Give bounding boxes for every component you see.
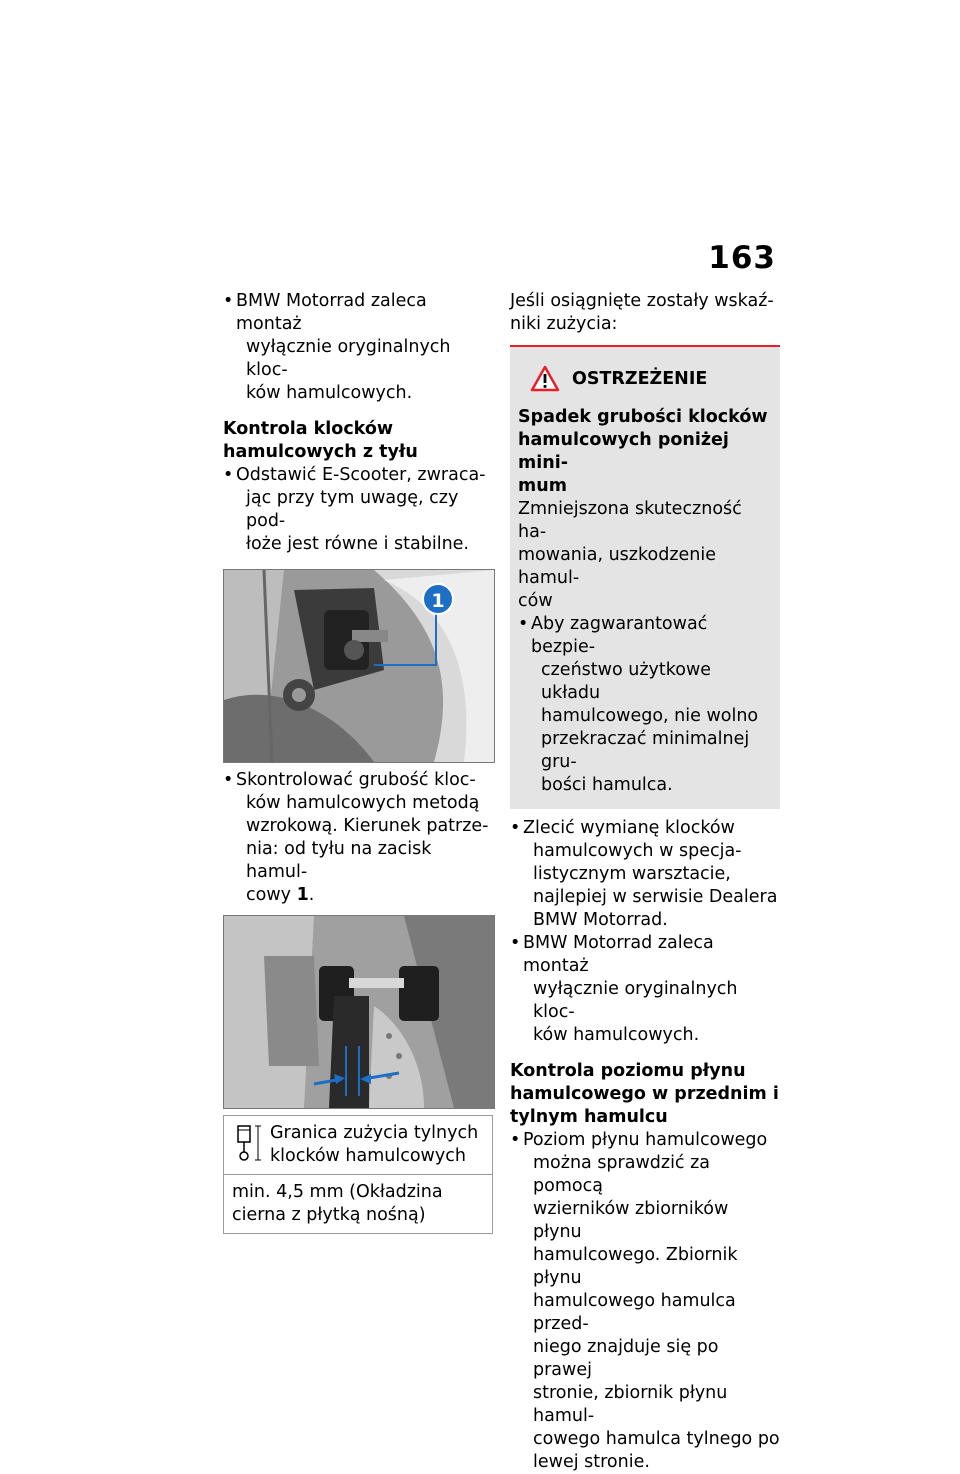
warning-box (510, 345, 780, 809)
warning-headline: Spadek grubości klocków hamulcowych poniżej mini- mum (518, 407, 768, 496)
wear-limit-spec-table (223, 1115, 493, 1234)
warning-title: OSTRZEŻENIE (530, 365, 772, 392)
bullet-park-scooter: • Odstawić E-Scooter, zwraca- jąc przy tym uwagę, czy pod- łoże jest równe i stabilne. (223, 464, 495, 556)
warning-consequence: Zmniejszona skuteczność ha- mowania, uszkodzenie hamul- ców (518, 499, 742, 611)
bullet-oem-pads-2: • BMW Motorrad zaleca montaż wyłącznie oryginalnych kloc- ków hamulcowych. (510, 932, 780, 1047)
brake-pad-thickness-photo (223, 915, 495, 1109)
bullet-fluid-level: • Poziom płynu hamulcowego można sprawdzić za pomocą wzierników zbiorników płynu hamulcowego. Zbiornik płynu hamulcowego hamulca przed- niego znajduje się po prawej stronie, zbiornik płynu hamul- cowego hamulca tylnego po lewej stronie. (510, 1129, 780, 1474)
page-number: 163 (708, 240, 776, 276)
wear-intro: Jeśli osiągnięte zostały wskaź- niki zużycia: (510, 291, 774, 334)
brake-pad-wear-icon (230, 1122, 270, 1168)
callout-1: 1 (422, 583, 454, 615)
spec-value: min. 4,5 mm (Okładzina cierna z płytką nośną) (232, 1182, 443, 1225)
section-heading-fluid-level: Kontrola poziomu płynu hamulcowego w przednim i tylnym hamulcu (510, 1061, 779, 1127)
warning-triangle-icon (530, 365, 560, 392)
bullet-inspect-pads: • Skontrolować grubość kloc- ków hamulcowych metodą wzrokową. Kierunek patrze- nia: od tyłu na zacisk hamul- cowy 1. (223, 769, 495, 907)
left-column (223, 290, 495, 1234)
bullet-replace-pads: • Zlecić wymianę klocków hamulcowych w specja- listycznym warsztacie, najlepiej w serwisie Dealera BMW Motorrad. (510, 817, 780, 932)
rear-caliper-photo (223, 569, 495, 763)
spec-title: Granica zużycia tylnych klocków hamulcowych (270, 1123, 479, 1166)
right-column (510, 290, 780, 1474)
warning-bullet: • Aby zagwarantować bezpie- czeństwo użytkowe układu hamulcowego, nie wolno przekraczać minimalnej gru- bości hamulca. (518, 613, 772, 797)
section-heading-rear-pads: Kontrola klocków hamulcowych z tyłu (223, 419, 418, 462)
spec-header (224, 1116, 492, 1175)
brake-pad-thickness-illustration (224, 916, 494, 1108)
bullet-oem-pads: • BMW Motorrad zaleca montaż wyłącznie oryginalnych kloc- ków hamulcowych. (223, 290, 495, 405)
